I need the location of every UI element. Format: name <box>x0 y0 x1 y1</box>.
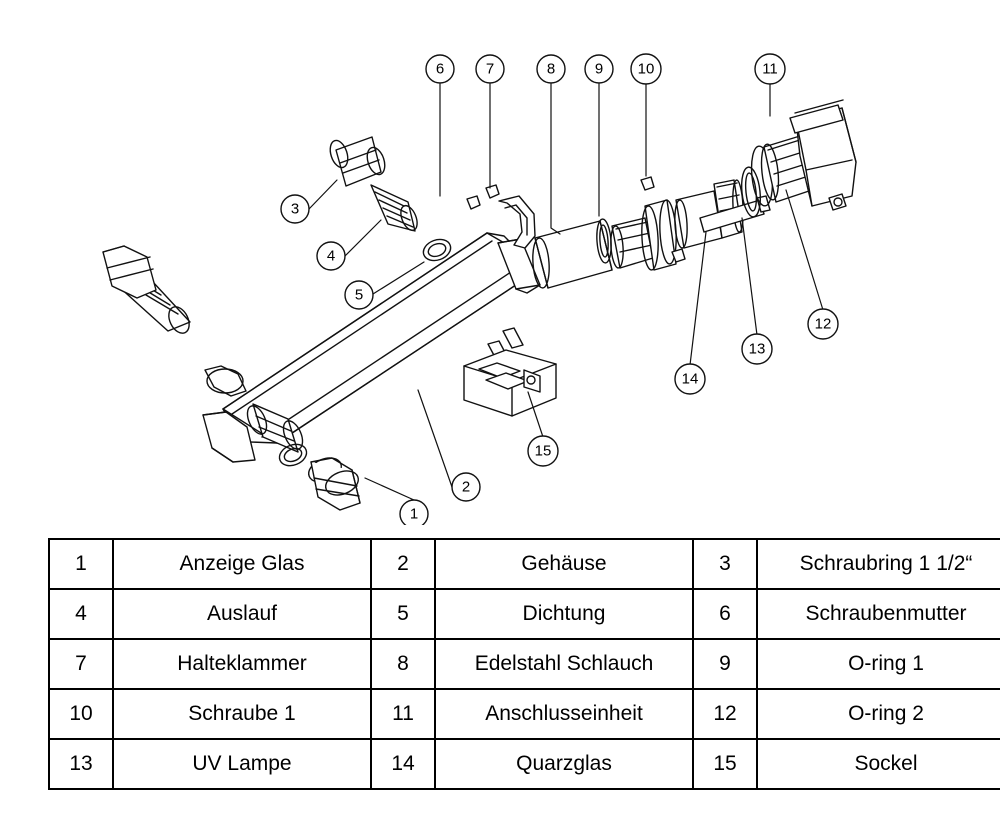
part-screwring-3 <box>327 137 388 186</box>
part-number: 1 <box>49 539 113 589</box>
part-sightglass-1 <box>276 440 362 510</box>
part-label: Schraube 1 <box>113 689 371 739</box>
leader-lines <box>309 84 823 500</box>
table-row <box>49 639 1000 689</box>
callout-label: 3 <box>290 200 300 218</box>
part-label: Schraubenmutter <box>757 589 1000 639</box>
callout-8 <box>537 55 565 83</box>
callout-label: 14 <box>681 370 699 388</box>
part-clamp-7 <box>499 196 535 248</box>
part-label: Halteklammer <box>113 639 371 689</box>
part-number: 14 <box>371 739 435 789</box>
callout-label: 9 <box>594 60 604 78</box>
part-socket-15 <box>464 350 556 416</box>
part-label: Sockel <box>757 739 1000 789</box>
callout-label: 5 <box>354 286 364 304</box>
callout-label: 10 <box>637 60 655 78</box>
part-label: Anschlusseinheit <box>435 689 693 739</box>
callout-label: 8 <box>546 60 556 78</box>
callout-label: 7 <box>485 60 495 78</box>
part-number: 12 <box>693 689 757 739</box>
part-number: 15 <box>693 739 757 789</box>
part-label: Anzeige Glas <box>113 539 371 589</box>
part-number: 10 <box>49 689 113 739</box>
part-connection-unit-11 <box>749 100 856 210</box>
part-label: Auslauf <box>113 589 371 639</box>
callout-label: 2 <box>461 478 471 496</box>
part-number: 5 <box>371 589 435 639</box>
callout-2 <box>452 473 480 501</box>
part-number: 3 <box>693 539 757 589</box>
part-label: Edelstahl Schlauch <box>435 639 693 689</box>
callout-label: 15 <box>534 442 552 460</box>
part-nut-6 <box>467 185 499 209</box>
part-number: 4 <box>49 589 113 639</box>
callout-1 <box>400 500 428 525</box>
callout-10 <box>631 54 661 84</box>
part-number: 2 <box>371 539 435 589</box>
part-number: 7 <box>49 639 113 689</box>
callout-12 <box>808 309 838 339</box>
callout-7 <box>476 55 504 83</box>
part-housing <box>203 233 540 462</box>
part-label: Gehäuse <box>435 539 693 589</box>
callout-label: 6 <box>435 60 445 78</box>
part-collar-assembly <box>610 177 685 270</box>
part-number: 11 <box>371 689 435 739</box>
part-label: Quarzglas <box>435 739 693 789</box>
callout-label: 4 <box>326 247 336 265</box>
callout-label: 13 <box>748 340 766 358</box>
callout-9 <box>585 55 613 83</box>
callout-15 <box>528 436 558 466</box>
part-label: Schraubring 1 1/2“ <box>757 539 1000 589</box>
callout-5 <box>345 281 373 309</box>
part-number: 13 <box>49 739 113 789</box>
table-row <box>49 539 1000 589</box>
callout-11 <box>755 54 785 84</box>
callout-6 <box>426 55 454 83</box>
part-label: Dichtung <box>435 589 693 639</box>
table-row <box>49 689 1000 739</box>
callout-4 <box>317 242 345 270</box>
part-label: O-ring 2 <box>757 689 1000 739</box>
callout-3 <box>281 195 309 223</box>
part-hose-nozzle-left <box>103 246 193 337</box>
callout-group <box>281 54 838 525</box>
part-number: 9 <box>693 639 757 689</box>
callout-label: 1 <box>409 505 419 523</box>
table-row <box>49 739 1000 789</box>
part-label: O-ring 1 <box>757 639 1000 689</box>
parts-legend-table <box>48 538 1000 790</box>
part-label: UV Lampe <box>113 739 371 789</box>
part-number: 6 <box>693 589 757 639</box>
callout-13 <box>742 334 772 364</box>
callout-label: 12 <box>814 315 832 333</box>
part-number: 8 <box>371 639 435 689</box>
callout-label: 11 <box>762 60 778 78</box>
table-row <box>49 589 1000 639</box>
callout-14 <box>675 364 705 394</box>
part-outlet-4 <box>371 185 420 233</box>
